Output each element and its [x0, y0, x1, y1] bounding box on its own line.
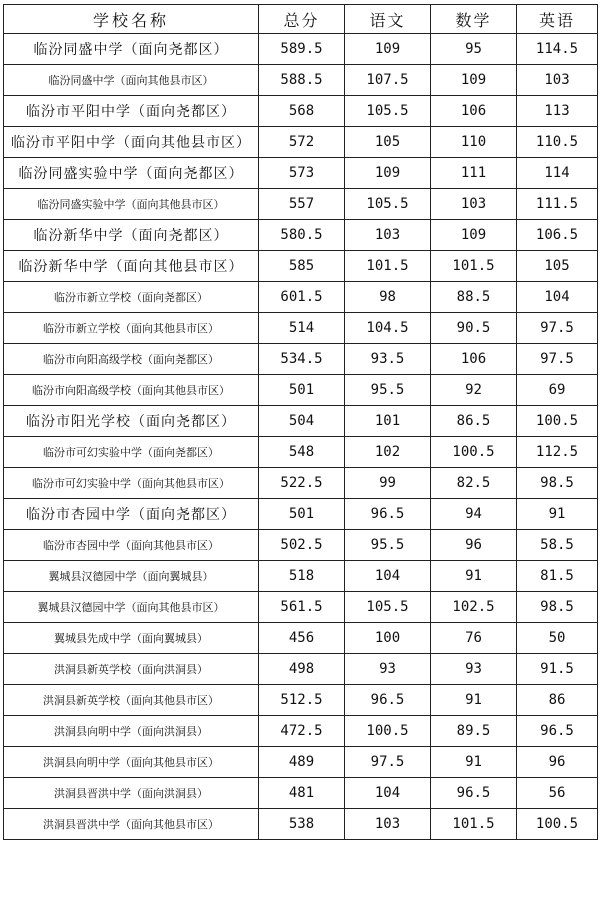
school-name-cell: 临汾同盛实验中学（面向其他县市区） [4, 189, 259, 220]
english-score-cell: 112.5 [517, 437, 598, 468]
school-name-cell: 临汾市向阳高级学校（面向尧都区） [4, 344, 259, 375]
chinese-score-cell: 93.5 [345, 344, 431, 375]
math-score-cell: 100.5 [431, 437, 517, 468]
english-score-cell: 104 [517, 282, 598, 313]
header-total: 总分 [259, 5, 345, 34]
chinese-score-cell: 103 [345, 220, 431, 251]
math-score-cell: 109 [431, 220, 517, 251]
english-score-cell: 58.5 [517, 530, 598, 561]
school-name-cell: 洪洞县晋洪中学（面向其他县市区） [4, 809, 259, 840]
table-row [4, 406, 598, 437]
school-name-cell: 临汾市阳光学校（面向尧都区） [4, 406, 259, 437]
math-score-cell: 106 [431, 96, 517, 127]
total-score-cell: 572 [259, 127, 345, 158]
school-name-cell: 临汾市向阳高级学校（面向其他县市区） [4, 375, 259, 406]
english-score-cell: 81.5 [517, 561, 598, 592]
english-score-cell: 98.5 [517, 468, 598, 499]
school-name-cell: 翼城县先成中学（面向翼城县） [4, 623, 259, 654]
table-row [4, 65, 598, 96]
math-score-cell: 93 [431, 654, 517, 685]
chinese-score-cell: 96.5 [345, 499, 431, 530]
math-score-cell: 91 [431, 747, 517, 778]
math-score-cell: 109 [431, 65, 517, 96]
math-score-cell: 92 [431, 375, 517, 406]
chinese-score-cell: 103 [345, 809, 431, 840]
table-row [4, 375, 598, 406]
chinese-score-cell: 100.5 [345, 716, 431, 747]
table-row [4, 313, 598, 344]
header-math: 数学 [431, 5, 517, 34]
total-score-cell: 601.5 [259, 282, 345, 313]
math-score-cell: 102.5 [431, 592, 517, 623]
english-score-cell: 100.5 [517, 406, 598, 437]
math-score-cell: 96.5 [431, 778, 517, 809]
math-score-cell: 86.5 [431, 406, 517, 437]
school-name-cell: 洪洞县向明中学（面向其他县市区） [4, 747, 259, 778]
table-row [4, 34, 598, 65]
school-name-cell: 临汾市可幻实验中学（面向其他县市区） [4, 468, 259, 499]
header-row [4, 5, 598, 34]
table-row [4, 96, 598, 127]
table-row [4, 716, 598, 747]
total-score-cell: 498 [259, 654, 345, 685]
total-score-cell: 538 [259, 809, 345, 840]
total-score-cell: 580.5 [259, 220, 345, 251]
total-score-cell: 502.5 [259, 530, 345, 561]
english-score-cell: 96.5 [517, 716, 598, 747]
total-score-cell: 534.5 [259, 344, 345, 375]
table-row [4, 344, 598, 375]
chinese-score-cell: 105.5 [345, 592, 431, 623]
math-score-cell: 91 [431, 685, 517, 716]
school-name-cell: 临汾同盛中学（面向尧都区） [4, 34, 259, 65]
chinese-score-cell: 101 [345, 406, 431, 437]
school-name-cell: 临汾市新立学校（面向其他县市区） [4, 313, 259, 344]
total-score-cell: 512.5 [259, 685, 345, 716]
english-score-cell: 111.5 [517, 189, 598, 220]
english-score-cell: 91 [517, 499, 598, 530]
header-english: 英语 [517, 5, 598, 34]
total-score-cell: 456 [259, 623, 345, 654]
school-name-cell: 洪洞县向明中学（面向洪洞县） [4, 716, 259, 747]
total-score-cell: 557 [259, 189, 345, 220]
chinese-score-cell: 93 [345, 654, 431, 685]
chinese-score-cell: 104 [345, 561, 431, 592]
school-name-cell: 临汾同盛中学（面向其他县市区） [4, 65, 259, 96]
school-name-cell: 临汾新华中学（面向尧都区） [4, 220, 259, 251]
table-row [4, 127, 598, 158]
school-name-cell: 临汾市可幻实验中学（面向尧都区） [4, 437, 259, 468]
math-score-cell: 90.5 [431, 313, 517, 344]
english-score-cell: 86 [517, 685, 598, 716]
chinese-score-cell: 96.5 [345, 685, 431, 716]
english-score-cell: 103 [517, 65, 598, 96]
english-score-cell: 50 [517, 623, 598, 654]
math-score-cell: 76 [431, 623, 517, 654]
total-score-cell: 504 [259, 406, 345, 437]
chinese-score-cell: 104 [345, 778, 431, 809]
school-name-cell: 临汾市平阳中学（面向其他县市区） [4, 127, 259, 158]
math-score-cell: 88.5 [431, 282, 517, 313]
math-score-cell: 91 [431, 561, 517, 592]
school-name-cell: 临汾市平阳中学（面向尧都区） [4, 96, 259, 127]
total-score-cell: 489 [259, 747, 345, 778]
table-row [4, 561, 598, 592]
total-score-cell: 548 [259, 437, 345, 468]
table-row [4, 189, 598, 220]
english-score-cell: 96 [517, 747, 598, 778]
english-score-cell: 106.5 [517, 220, 598, 251]
total-score-cell: 573 [259, 158, 345, 189]
english-score-cell: 69 [517, 375, 598, 406]
school-name-cell: 洪洞县新英学校（面向其他县市区） [4, 685, 259, 716]
table-row [4, 778, 598, 809]
chinese-score-cell: 104.5 [345, 313, 431, 344]
chinese-score-cell: 105.5 [345, 96, 431, 127]
table-row [4, 282, 598, 313]
total-score-cell: 588.5 [259, 65, 345, 96]
chinese-score-cell: 98 [345, 282, 431, 313]
total-score-cell: 561.5 [259, 592, 345, 623]
english-score-cell: 114.5 [517, 34, 598, 65]
total-score-cell: 585 [259, 251, 345, 282]
total-score-cell: 514 [259, 313, 345, 344]
chinese-score-cell: 95.5 [345, 530, 431, 561]
math-score-cell: 89.5 [431, 716, 517, 747]
chinese-score-cell: 100 [345, 623, 431, 654]
table-body [4, 34, 598, 840]
math-score-cell: 82.5 [431, 468, 517, 499]
english-score-cell: 97.5 [517, 313, 598, 344]
school-name-cell: 洪洞县新英学校（面向洪洞县） [4, 654, 259, 685]
table-row [4, 654, 598, 685]
math-score-cell: 95 [431, 34, 517, 65]
score-table [3, 4, 598, 840]
chinese-score-cell: 109 [345, 34, 431, 65]
header-chinese: 语文 [345, 5, 431, 34]
math-score-cell: 111 [431, 158, 517, 189]
chinese-score-cell: 101.5 [345, 251, 431, 282]
table-row [4, 158, 598, 189]
total-score-cell: 501 [259, 375, 345, 406]
math-score-cell: 94 [431, 499, 517, 530]
school-name-cell: 临汾市杏园中学（面向尧都区） [4, 499, 259, 530]
math-score-cell: 106 [431, 344, 517, 375]
english-score-cell: 100.5 [517, 809, 598, 840]
school-name-cell: 翼城县汉德园中学（面向翼城县） [4, 561, 259, 592]
school-name-cell: 翼城县汉德园中学（面向其他县市区） [4, 592, 259, 623]
chinese-score-cell: 107.5 [345, 65, 431, 96]
chinese-score-cell: 105 [345, 127, 431, 158]
table-row [4, 220, 598, 251]
table-row [4, 437, 598, 468]
math-score-cell: 96 [431, 530, 517, 561]
table-row [4, 499, 598, 530]
chinese-score-cell: 109 [345, 158, 431, 189]
math-score-cell: 101.5 [431, 251, 517, 282]
total-score-cell: 589.5 [259, 34, 345, 65]
math-score-cell: 110 [431, 127, 517, 158]
school-name-cell: 临汾同盛实验中学（面向尧都区） [4, 158, 259, 189]
total-score-cell: 481 [259, 778, 345, 809]
table-row [4, 747, 598, 778]
english-score-cell: 105 [517, 251, 598, 282]
table-row [4, 685, 598, 716]
total-score-cell: 568 [259, 96, 345, 127]
english-score-cell: 97.5 [517, 344, 598, 375]
chinese-score-cell: 105.5 [345, 189, 431, 220]
chinese-score-cell: 102 [345, 437, 431, 468]
math-score-cell: 103 [431, 189, 517, 220]
table-row [4, 251, 598, 282]
english-score-cell: 56 [517, 778, 598, 809]
school-name-cell: 临汾市新立学校（面向尧都区） [4, 282, 259, 313]
chinese-score-cell: 95.5 [345, 375, 431, 406]
school-name-cell: 临汾新华中学（面向其他县市区） [4, 251, 259, 282]
table-row [4, 530, 598, 561]
chinese-score-cell: 99 [345, 468, 431, 499]
total-score-cell: 522.5 [259, 468, 345, 499]
school-name-cell: 临汾市杏园中学（面向其他县市区） [4, 530, 259, 561]
header-school: 学校名称 [4, 5, 259, 34]
school-name-cell: 洪洞县晋洪中学（面向洪洞县） [4, 778, 259, 809]
english-score-cell: 114 [517, 158, 598, 189]
table-row [4, 592, 598, 623]
english-score-cell: 91.5 [517, 654, 598, 685]
math-score-cell: 101.5 [431, 809, 517, 840]
total-score-cell: 501 [259, 499, 345, 530]
table-row [4, 623, 598, 654]
total-score-cell: 472.5 [259, 716, 345, 747]
english-score-cell: 113 [517, 96, 598, 127]
english-score-cell: 110.5 [517, 127, 598, 158]
total-score-cell: 518 [259, 561, 345, 592]
table-row [4, 468, 598, 499]
english-score-cell: 98.5 [517, 592, 598, 623]
chinese-score-cell: 97.5 [345, 747, 431, 778]
table-row [4, 809, 598, 840]
